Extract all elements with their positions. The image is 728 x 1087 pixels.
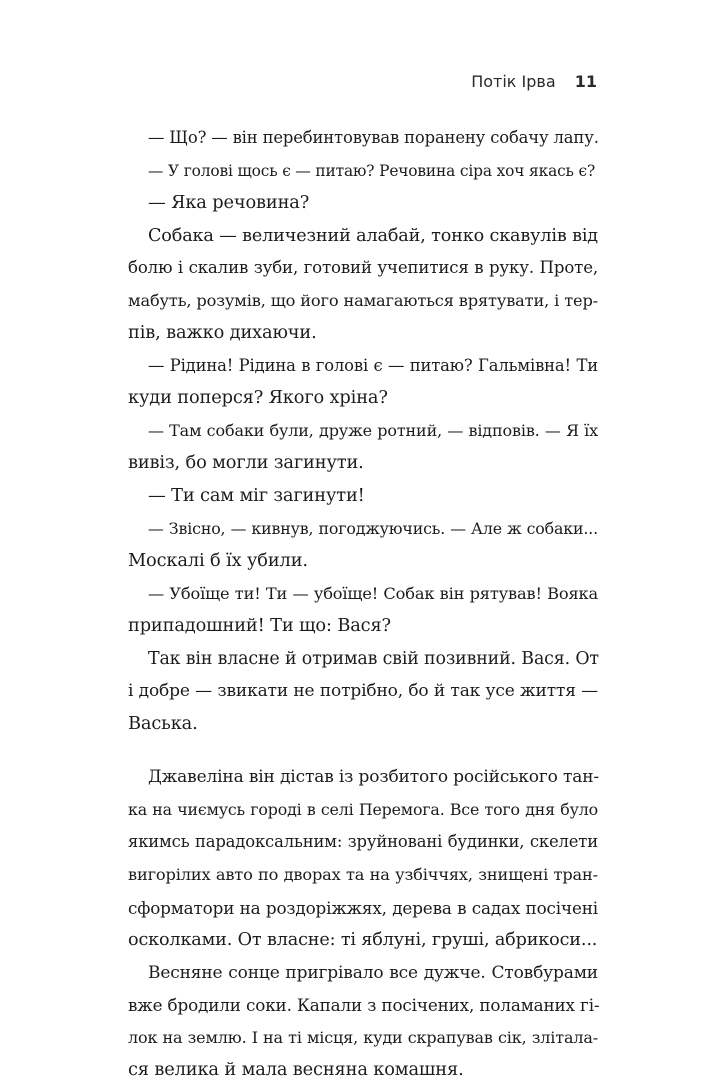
text-line: Васька.	[128, 712, 198, 734]
text-line: — Яка речовина?	[148, 192, 310, 214]
text-line: вигорілих авто по дворах та на узбіччях, знищені тран-	[128, 865, 598, 885]
text-line: ся велика й мала весняна комашня.	[128, 1059, 464, 1081]
text-line: припадошний! Ти що: Вася?	[128, 615, 391, 637]
text-line: якимсь парадоксальним: зруйновані будинки, скелети	[128, 832, 598, 852]
section-break	[128, 740, 598, 761]
text-line: — Рідина! Рідина в голові є — питаю? Гальмівна! Ти	[148, 355, 598, 375]
text-line: мабуть, розумів, що його намагаються врятувати, і тер-	[128, 290, 598, 310]
text-line: — У голові щось є — питаю? Речовина сіра хоч якась є?	[148, 161, 596, 180]
text-line: Собака — величезний алабай, тонко скавулів від	[148, 225, 598, 246]
text-line: вже бродили соки. Капали з посічених, поламаних гі-	[128, 995, 600, 1016]
text-line: Джавеліна він дістав із розбитого російського тан-	[148, 767, 599, 788]
text-line: пів, важко дихаючи.	[128, 322, 317, 344]
text-line: болю і скалив зуби, готовий учепитися в руку. Проте,	[128, 258, 598, 278]
text-line: лок на землю. І на ті місця, куди скрапував сік, злітала-	[128, 1027, 598, 1047]
page-number: 11	[574, 72, 597, 91]
text-line: Весняне сонце пригрівало все дужче. Стовбурами	[148, 962, 598, 983]
text-line: Москалі б їх убили.	[128, 550, 308, 572]
text-line: куди поперся? Якого хріна?	[128, 387, 388, 409]
text-line: вивіз, бо могли загинути.	[128, 452, 364, 474]
text-line: — Ти сам міг загинути!	[148, 485, 365, 507]
text-line: Так він власне й отримав свій позивний. Вася. От	[148, 648, 599, 669]
text-line: і добре — звикати не потрібно, бо й так усе життя —	[128, 681, 598, 702]
body-text	[128, 122, 598, 1087]
text-line: осколками. От власне: ті яблуні, груші, абрикоси...	[128, 930, 598, 951]
running-header	[471, 72, 597, 91]
text-line: — Звісно, — кивнув, погоджуючись. — Але ж собаки...	[148, 518, 598, 538]
text-line: ка на чиємусь городі в селі Перемога. Все того дня було	[128, 799, 598, 819]
chapter-title: Потік Ірва	[471, 72, 556, 91]
text-line: — Що? — він перебинтовував поранену собачу лапу.	[148, 128, 599, 147]
text-line: сформатори на роздоріжжях, дерева в садах посічені	[128, 897, 598, 918]
text-line: — Там собаки були, друже ротний, — відповів. — Я їх	[148, 420, 598, 440]
text-line: — Убоїще ти! Ти — убоїще! Собак він рятував! Вояка	[148, 583, 598, 603]
